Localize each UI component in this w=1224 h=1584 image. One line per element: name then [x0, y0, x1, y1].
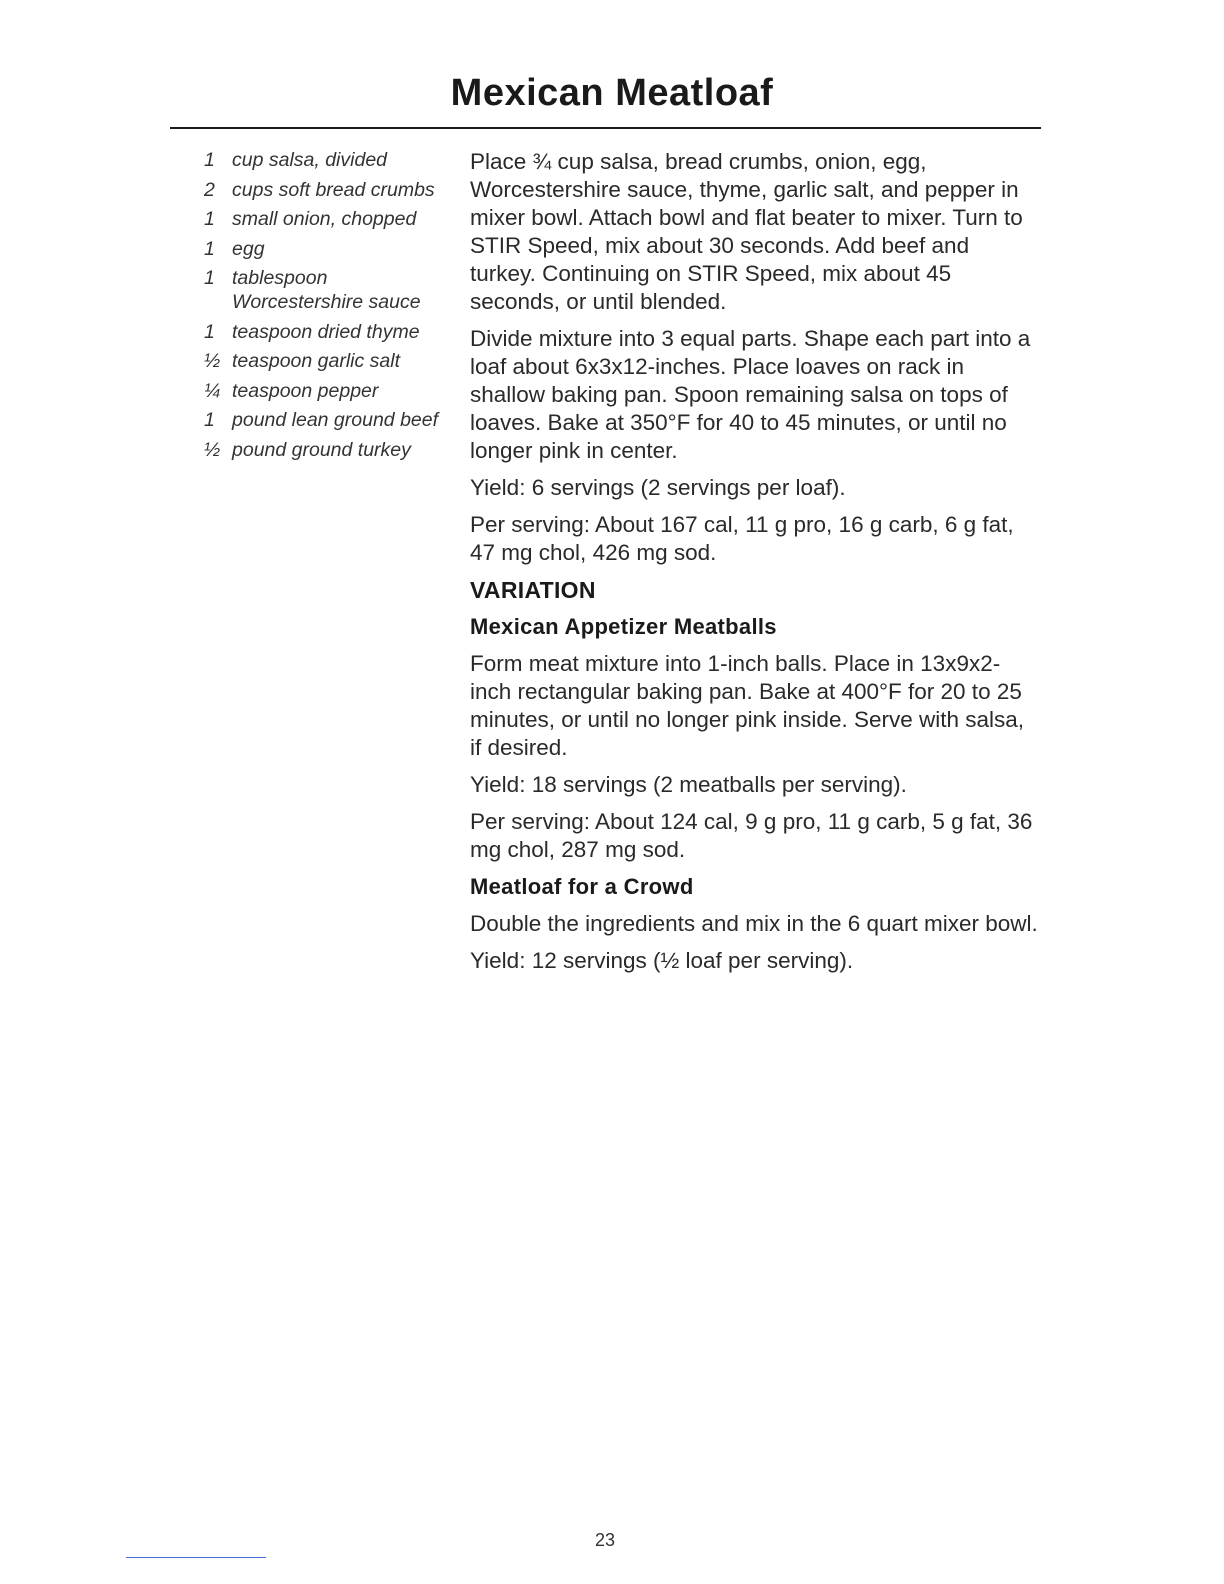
ingredient-item — [196, 148, 458, 172]
appetizer-meatballs-title: Mexican Appetizer Meatballs — [470, 614, 777, 639]
ingredient-quantity: ¼ — [204, 379, 221, 402]
ingredient-quantity: 1 — [204, 149, 215, 171]
ingredient-text: teaspoon garlic salt — [232, 350, 401, 372]
appetizer-nutrition-text: Per serving: About 124 cal, 9 g pro, 11 g carb, 5 g fat, 36 mg chol, 287 mg sod. — [470, 809, 1033, 862]
yield-text: Yield: 6 servings (2 servings per loaf). — [470, 475, 846, 500]
method-step-mix: Place ¾ cup salsa, bread crumbs, onion, egg, Worcestershire sauce, thyme, garlic salt, and pepper in mixer bowl. Attach bowl and flat beater to mixer. Turn to STIR Speed, mix about 30 seconds. Add beef and turkey. Continuing on STIR Speed, mix about 45 seconds, or until blended. — [470, 149, 1023, 314]
title-divider — [170, 127, 1041, 129]
ingredient-text: pound ground turkey — [232, 438, 411, 461]
ingredient-item — [196, 349, 458, 373]
footer-link-underline — [126, 1557, 266, 1558]
ingredient-text: teaspoon pepper — [232, 379, 379, 402]
ingredient-text: egg — [232, 237, 265, 260]
ingredient-item — [196, 207, 458, 231]
ingredient-quantity: ½ — [204, 350, 221, 372]
ingredient-text: cups soft bread crumbs — [232, 178, 435, 201]
ingredient-item — [196, 266, 458, 314]
ingredient-quantity: 1 — [204, 409, 215, 431]
page-number: 23 — [594, 1530, 616, 1550]
ingredient-item — [196, 408, 458, 432]
ingredient-item — [196, 237, 458, 261]
ingredient-text: teaspoon dried thyme — [232, 320, 420, 343]
method-column — [470, 148, 1040, 984]
ingredient-text: tablespoon Worcestershire sauce — [232, 267, 421, 313]
page-title: Mexican Meatloaf — [450, 72, 774, 114]
ingredient-quantity: 1 — [204, 320, 215, 343]
ingredient-item — [196, 438, 458, 462]
method-step-shape-bake: Divide mixture into 3 equal parts. Shape each part into a loaf about 6x3x12-inches. Place loaves on rack in shallow baking pan. Spoon remaining salsa on tops of loaves. Bake at 350°F for 40 to 45 minutes, or until no longer pink in center. — [470, 326, 1031, 463]
crowd-meatloaf-text: Double the ingredients and mix in the 6 quart mixer bowl. — [470, 911, 1038, 936]
nutrition-text: Per serving: About 167 cal, 11 g pro, 16 g carb, 6 g fat, 47 mg chol, 426 mg sod. — [470, 512, 1014, 565]
ingredient-text: cup salsa, divided — [232, 149, 388, 171]
ingredient-text: pound lean ground beef — [232, 409, 439, 431]
ingredient-quantity: 1 — [204, 237, 215, 260]
crowd-yield-text: Yield: 12 servings (½ loaf per serving). — [470, 948, 854, 973]
ingredient-quantity: 1 — [204, 267, 215, 289]
appetizer-yield-text: Yield: 18 servings (2 meatballs per serving). — [470, 772, 907, 797]
ingredient-list — [196, 148, 458, 467]
variation-heading: VARIATION — [470, 577, 596, 603]
ingredient-quantity: ½ — [204, 438, 221, 461]
crowd-meatloaf-title: Meatloaf for a Crowd — [470, 874, 694, 899]
ingredient-quantity: 2 — [204, 178, 215, 201]
ingredient-quantity: 1 — [204, 208, 215, 230]
ingredient-item — [196, 320, 458, 344]
ingredient-item — [196, 379, 458, 403]
ingredient-item — [196, 178, 458, 202]
ingredient-text: small onion, chopped — [232, 208, 417, 230]
appetizer-meatballs-text: Form meat mixture into 1-inch balls. Place in 13x9x2-inch rectangular baking pan. Bake at 400°F for 20 to 25 minutes, or until no longer pink inside. Serve with salsa, if desired. — [470, 651, 1025, 760]
